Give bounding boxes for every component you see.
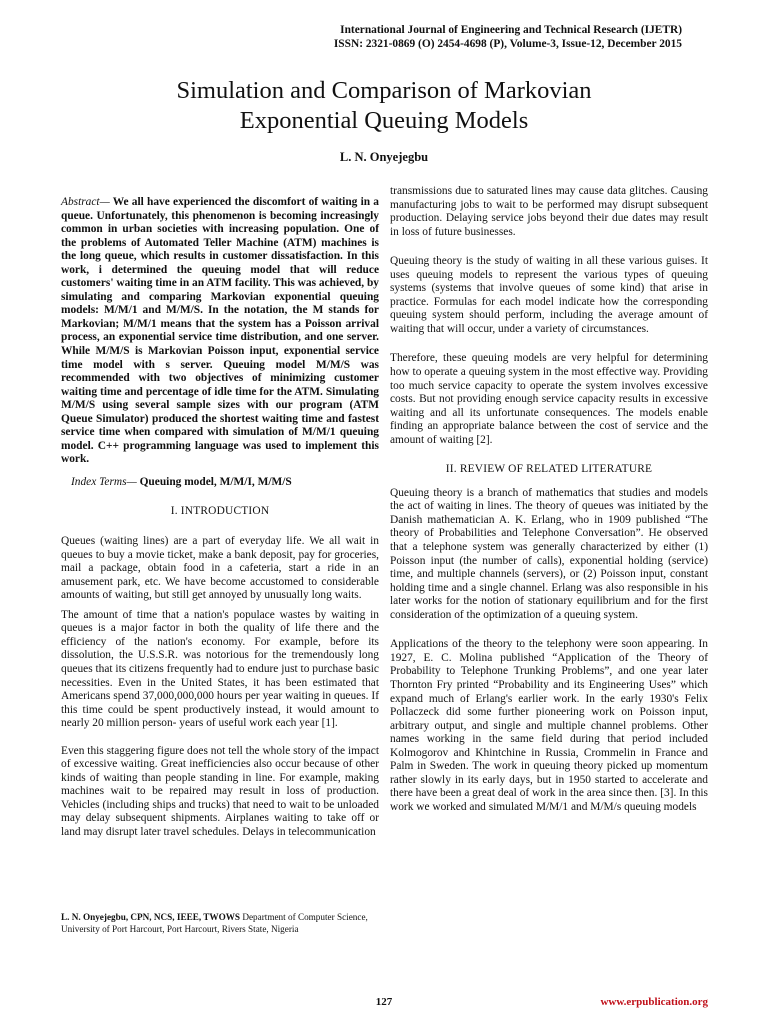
index-terms-body: Queuing model, M/M/I, M/M/S bbox=[136, 475, 292, 488]
paper-title bbox=[60, 76, 708, 136]
abstract-lead: Abstract— bbox=[61, 196, 110, 208]
page-number: 127 bbox=[375, 996, 393, 1008]
intro-paragraph-4: transmissions due to saturated lines may cause data glitches. Causing manufacturing jobs to wait to be performed may disrupt subsequent production. Delaying service jobs beyond their due dates may result in loss of future businesses. bbox=[390, 185, 708, 238]
publisher-url[interactable]: www.erpublication.org bbox=[600, 996, 708, 1008]
left-column bbox=[61, 185, 379, 840]
review-paragraph-1: Queuing theory is a branch of mathematics that studies and models the act of waiting in lines. The theory of queues was initiated by the Danish mathematician A. K. Erlang, who in 1909 published “The theory of Probabilities and Telephone Conversation”. He observed that a telephone system was generally characterized by either (1) Poisson input (the number of calls), exponential holding (service) time, and multiple channels (servers), or (2) Poisson input, constant holding time and a single channel. Erlang was also responsible in his later works for the notion of stationary equilibrium and for the first consideration of the optimization of a queuing system. bbox=[390, 486, 708, 621]
intro-paragraph-1: Queues (waiting lines) are a part of everyday life. We all wait in queues to buy a movie ticket, make a bank deposit, pay for groceries, mail a package, obtain food in a cafeteria, start a ride in an amusement park, etc. We have become accustomed to considerable amounts of waiting, but still get annoyed by unusually long waits. bbox=[61, 535, 379, 602]
title-line-1: Simulation and Comparison of Markovian bbox=[176, 77, 592, 104]
section-heading-introduction: I. INTRODUCTION bbox=[170, 505, 270, 518]
author-footnote bbox=[61, 912, 379, 935]
intro-paragraph-6: Therefore, these queuing models are very helpful for determining how to operate a queuing system in the most effective way. Providing too much service capacity to operate the system involves excessive costs. But not providing enough service capacity results in excessive waiting and all its unfortunate consequences. The models enable finding an appropriate balance between the cost of service and the amount of waiting [2]. bbox=[390, 352, 708, 446]
section-heading-review: II. REVIEW OF RELATED LITERATURE bbox=[445, 463, 653, 476]
index-terms bbox=[61, 476, 379, 490]
title-line-2: Exponential Queuing Models bbox=[239, 107, 529, 134]
intro-paragraph-3: Even this staggering figure does not tell the whole story of the impact of excessive waiting. Great inefficiencies also occur because of other kinds of waiting than people standing in line. For example, making machines wait to be repaired may result in loss of production. Vehicles (including ships and trucks) that need to wait to be unloaded may delay subsequent shipments. Airplanes waiting to take off or land may disrupt later travel schedules. Delays in telecommunication bbox=[61, 744, 379, 838]
intro-paragraph-2: The amount of time that a nation's populace wastes by waiting in queues is a major factor in both the quality of life there and the efficiency of the nation's economy. For example, before its dissolution, the U.S.S.R. was notorious for the tremendously long queues that its citizens frequently had to endure just to purchase basic necessities. Even in the United States, it has been estimated that Americans spend 37,000,000,000 hours per year waiting in queues. If this time could be spent productively instead, it would amount to nearly 20 million person- years of useful work each year [1]. bbox=[61, 608, 379, 730]
abstract-body: We all have experienced the discomfort of waiting in a queue. Unfortunately, this phenomenon is becoming increasingly common in urban societies with increasing population. One of the problems of Automated Teller Machine (ATM) machines is the long queue, which results in customer dissatisfaction. In this work, i determined the queuing model that will reduce customers' waiting time in an ATM facility. This was achieved, by simulating and comparing Markovian exponential queuing models: M/M/1 and M/M/S. In the notation, the M stands for Markovian; M/M/1 means that the system has a Poisson arrival process, an exponential service time distribution, and one server. While M/M/S is Markovian Poisson input, exponential service time model with s server. Queuing model M/M/S was recommended with two objectives of minimizing customer waiting time and percentage of idle time for the ATM. Simulating M/M/S using several sample sizes with our program (ATM Queue Simulator) produced the shortest waiting time and fastest service time when compared with simulation of M/M/1 queuing model. C++ programming language was used to implement this work. bbox=[61, 196, 379, 466]
right-column bbox=[390, 185, 708, 814]
journal-header bbox=[334, 23, 682, 51]
journal-name: International Journal of Engineering and Technical Research (IJETR) bbox=[340, 24, 682, 36]
intro-paragraph-5: Queuing theory is the study of waiting in all these various guises. It uses queuing models to represent the various types of queuing systems (systems that involve queues of some kind) that arise in practice. Formulas for each model indicate how the corresponding queuing system should perform, including the average amount of waiting that will occur, under a variety of circumstances. bbox=[390, 255, 708, 335]
journal-issn: ISSN: 2321-0869 (O) 2454-4698 (P), Volume-3, Issue-12, December 2015 bbox=[333, 38, 682, 50]
footnote-affiliation: Department of Computer Science, University of Port Harcourt, Port Harcourt, Rivers State, Nigeria bbox=[61, 912, 368, 934]
author-name: L. N. Onyejegbu bbox=[339, 150, 429, 164]
index-terms-lead: Index Terms— bbox=[71, 475, 137, 488]
footnote-author: L. N. Onyejegbu, CPN, NCS, IEEE, TWOWS bbox=[61, 912, 241, 922]
abstract bbox=[61, 196, 379, 467]
review-paragraph-2: Applications of the theory to the telephony were soon appearing. In 1927, E. C. Molina published “Application of the Theory of Probability to Telephone Trunking Problems”, and one year later Thornton Fry printed “Probability and its Engineering Uses” which expand much of Erlang's earlier work. In the early 1930's Felix Pollaczeck did some further pioneering work on Poisson input, arbitrary output, and single and multiple channel problems. Other names working in the same field during that period included Kolmogorov and Khintchine in Russia, Crommelin in France and Palm in Sweden. The work in queuing theory picked up momentum rather slowly in its early days, but in 1950 started to accelerate and there have been a great deal of work in the area since then. [3]. In this work we worked and simulated M/M/1 and M/M/s queuing models bbox=[390, 638, 708, 813]
